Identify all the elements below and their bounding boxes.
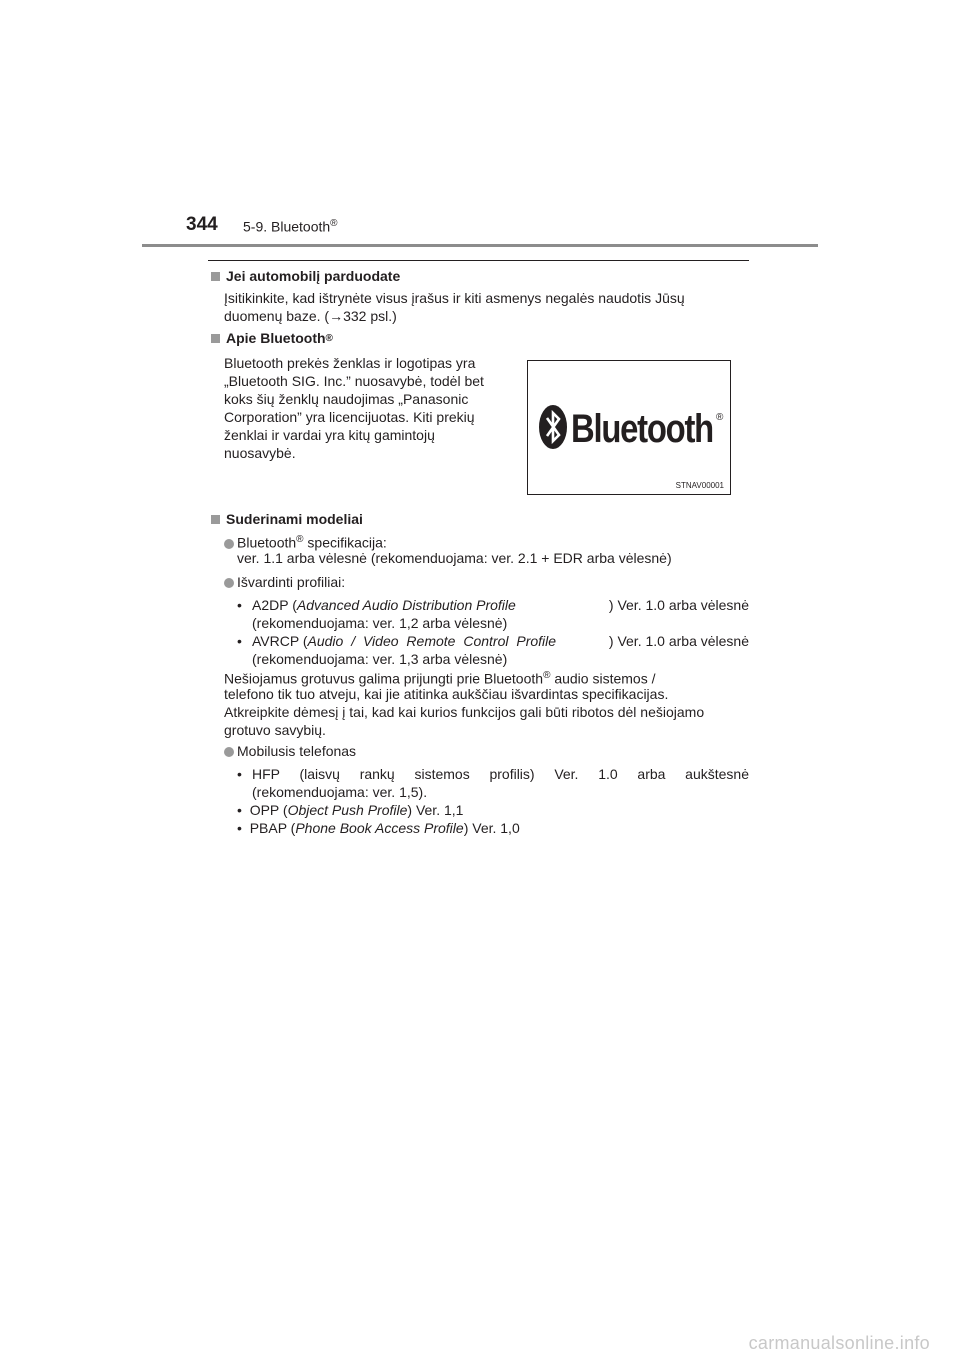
a2dp-line2: (rekomenduojama: ver. 1,2 arba vėlesnė) <box>252 615 508 631</box>
logo-registered-mark: ® <box>716 412 724 423</box>
profiles-label: Išvardinti profiliai: <box>237 574 346 590</box>
figure-code: STNAV00001 <box>675 481 724 490</box>
note-line-1-pre: Nešiojamus grotuvus galima prijungti prie Bluetooth <box>224 670 544 687</box>
opp-pre: OPP ( <box>249 802 288 818</box>
square-bullet-icon <box>211 272 220 281</box>
hfp-line1: HFP (laisvų rankų sistemos profilis) Ver. 1.0 arba aukštesnė <box>252 766 749 782</box>
item-a2dp <box>237 596 749 614</box>
about-line-5: ženklai ir vardai yra kitų gamintojų <box>224 427 435 443</box>
registered-mark: ® <box>296 534 304 545</box>
para-selling-line2: duomenų baze. (→332 psl.) <box>224 308 397 324</box>
pbap-post: ) Ver. 1,0 <box>463 820 520 836</box>
about-line-1: Bluetooth prekės ženklas ir logotipas yra <box>224 355 476 371</box>
heading-compatible-text: Suderinami modeliai <box>226 511 363 527</box>
list-bullet: • <box>237 802 242 818</box>
a2dp-italic: Advanced Audio Distribution Profile <box>296 597 516 613</box>
a2dp-pre: A2DP ( <box>252 597 297 613</box>
spec-text-post: specifikacija: <box>303 534 387 551</box>
bullet-profiles <box>224 573 345 591</box>
note-line-2: telefono tik tuo atveju, kai jie atitinka aukščiau išvardintas specifikacijas. <box>224 686 669 702</box>
note-line-4: grotuvo savybių. <box>224 722 326 738</box>
heading-selling-text: Jei automobilį parduodate <box>226 268 401 284</box>
bluetooth-rune-icon <box>538 404 568 450</box>
hfp-line2: (rekomenduojama: ver. 1,5). <box>252 784 428 800</box>
a2dp-post: ) Ver. 1.0 arba vėlesnė <box>608 597 749 613</box>
about-line-4: Corporation” yra licencijuotas. Kiti prekių <box>224 409 475 425</box>
square-bullet-icon <box>211 515 220 524</box>
circle-bullet-icon <box>224 539 234 549</box>
bluetooth-logo-figure <box>527 360 731 495</box>
item-pbap <box>237 819 520 837</box>
about-line-2: „Bluetooth SIG. Inc.” nuosavybė, todėl bet <box>224 373 484 389</box>
list-bullet: • <box>237 633 242 649</box>
registered-mark: ® <box>543 670 551 681</box>
opp-post: ) Ver. 1,1 <box>407 802 464 818</box>
registered-mark: ® <box>325 332 333 344</box>
para-selling-line1: Įsitikinkite, kad ištrynėte visus įrašus ir kiti asmenys negalės naudotis Jūsų <box>224 290 685 306</box>
avrcp-italic: Audio / Video Remote Control Profile <box>307 633 557 649</box>
header-divider <box>142 244 818 247</box>
page-number: 344 <box>186 214 218 235</box>
bullet-phone <box>224 742 356 760</box>
watermark: carmanualsonline.info <box>748 1333 930 1353</box>
item-opp <box>237 801 463 819</box>
about-line-3: koks šių ženklų naudojimas „Panasonic <box>224 391 469 407</box>
bluetooth-wordmark: Bluetooth <box>571 407 713 451</box>
list-bullet: • <box>237 820 242 836</box>
pbap-pre: PBAP ( <box>249 820 296 836</box>
avrcp-post: ) Ver. 1.0 arba vėlesnė <box>608 633 749 649</box>
heading-compatible <box>211 511 363 527</box>
heading-about <box>211 330 333 346</box>
registered-mark: ® <box>330 218 338 229</box>
spec-text: Bluetooth <box>237 534 297 551</box>
pbap-italic: Phone Book Access Profile <box>295 820 464 836</box>
circle-bullet-icon <box>224 578 234 588</box>
chapter-title <box>243 218 338 235</box>
chapter-title-text: 5-9. Bluetooth <box>243 218 331 235</box>
heading-about-text: Apie Bluetooth <box>226 330 326 346</box>
list-bullet: • <box>237 766 242 782</box>
opp-italic: Object Push Profile <box>287 802 408 818</box>
avrcp-line1 <box>252 632 749 650</box>
avrcp-pre: AVRCP ( <box>252 633 308 649</box>
note-line-3: Atkreipkite dėmesį į tai, kad kai kurios funkcijos gali būti ribotos dėl nešiojamo <box>224 704 705 720</box>
heading-selling <box>211 268 400 284</box>
square-bullet-icon <box>211 334 220 343</box>
phone-label: Mobilusis telefonas <box>237 743 357 759</box>
section-divider <box>208 260 749 261</box>
a2dp-line1 <box>252 596 749 614</box>
note-line-1-post: audio sistemos / <box>550 670 656 687</box>
circle-bullet-icon <box>224 747 234 757</box>
avrcp-line2: (rekomenduojama: ver. 1,3 arba vėlesnė) <box>252 651 508 667</box>
about-line-6: nuosavybė. <box>224 445 296 461</box>
spec-line-2: ver. 1.1 arba vėlesnė (rekomenduojama: ver. 2.1 + EDR arba vėlesnė) <box>237 550 672 566</box>
item-hfp <box>237 765 749 783</box>
list-bullet: • <box>237 597 242 613</box>
item-avrcp <box>237 632 749 650</box>
